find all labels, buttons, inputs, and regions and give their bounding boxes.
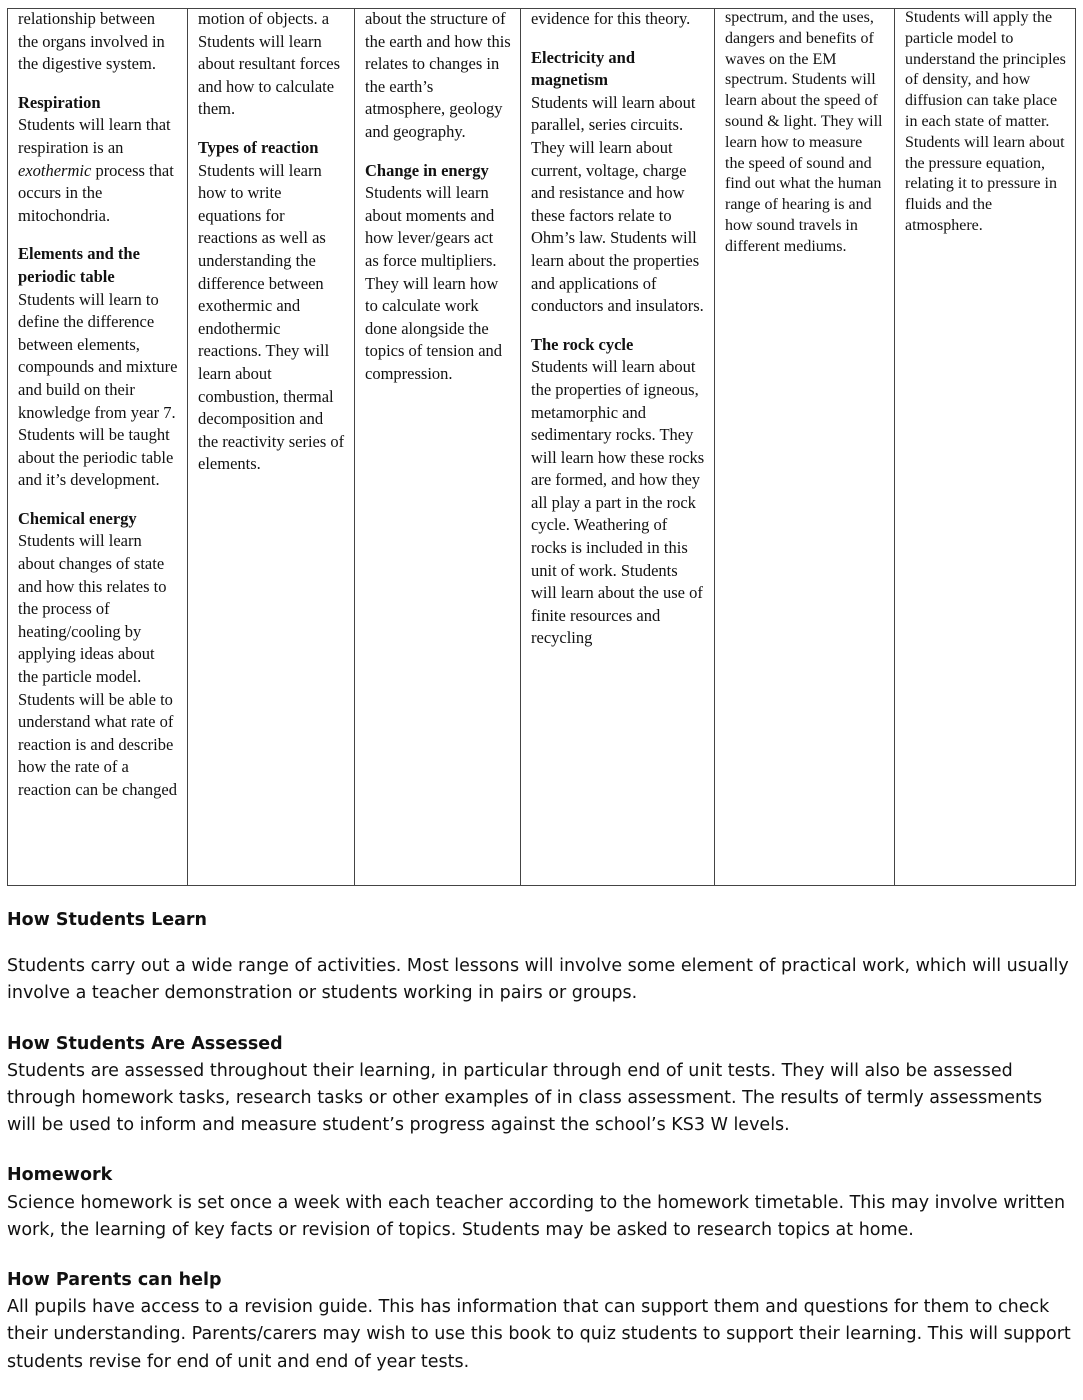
topic-block-respiration — [18, 92, 178, 228]
topic-text-part: process that occurs in the mitochondria. — [18, 160, 174, 225]
table-row — [8, 9, 1076, 886]
section-heading: Homework — [7, 1165, 113, 1186]
topic-block — [198, 9, 345, 121]
topic-title: Electricity and magnetism — [531, 47, 636, 90]
section-body: Students are assessed throughout their learning, in particular through end of unit tests. They will also be assessed through homework tasks, research tasks or other examples of in class assessment. The results of termly assessments will be used to inform and measure student’s progress against the school’s KS3 W levels. — [7, 1060, 1043, 1136]
section-how-parents-can-help — [7, 1267, 1073, 1376]
topic-title: Elements and the periodic table — [18, 244, 140, 286]
topic-block — [725, 9, 885, 258]
table-cell-col-2 — [188, 9, 355, 886]
topic-block — [531, 9, 705, 31]
notes-sections — [7, 907, 1073, 1399]
emphasis-text: exothermic — [18, 160, 92, 180]
topic-text: relationship between the organs involved in the digestive system. — [18, 9, 165, 74]
table-cell-col-1 — [8, 9, 188, 886]
section-body: Students carry out a wide range of activities. Most lessons will involve some element of practical work, which will usually involve a teacher demonstration or students working in pairs or groups. — [7, 956, 1069, 1004]
section-heading: How Students Learn — [7, 910, 208, 930]
topic-block — [18, 9, 178, 76]
topic-block-types-of-reaction — [198, 137, 345, 476]
topic-text: Students will learn about changes of state and how this relates to the process of heating/cooling by applying ideas about the particle model. Students will be able to understand what rate of reaction is and describe how the rate of a reaction can be changed — [18, 531, 177, 799]
section-heading: How Students Are Assessed — [7, 1033, 283, 1054]
topic-text: Students will apply the particle model to understand the principles of density, and how diffusion can take place in each state of matter. Students will learn about the pressure equation, relating it to pressure in fluids and the atmosphere. — [905, 9, 1066, 234]
section-heading: How Parents can help — [7, 1270, 222, 1291]
section-how-students-are-assessed — [7, 1031, 1073, 1140]
topic-block-chemical-energy — [18, 508, 178, 802]
table-cell-col-3 — [355, 9, 521, 886]
topic-text: about the structure of the earth and how this relates to changes in the earth’s atmosphere, geology and geography. — [365, 9, 511, 141]
topic-block-rock-cycle — [531, 334, 705, 650]
topic-block-electricity — [531, 47, 705, 318]
topic-text: Students will learn about moments and how lever/gears act as force multipliers. They will learn how to calculate work done alongside the topics of tension and compression. — [365, 183, 503, 383]
topic-text: Students will learn how to write equations for reactions as well as understanding the difference between exothermic and endothermic reactions. They will learn about combustion, thermal decomposition and the reactivity series of elements. — [198, 160, 345, 474]
topic-title: The rock cycle — [531, 334, 634, 354]
topic-block — [905, 9, 1066, 237]
topic-text: motion of objects. a Students will learn about resultant forces and how to calculate them. — [198, 9, 341, 119]
section-homework — [7, 1162, 1073, 1244]
topic-text-part: Students will learn that respiration is an — [18, 115, 171, 157]
topic-title: Respiration — [18, 92, 101, 112]
table-cell-col-4 — [521, 9, 715, 886]
curriculum-table — [7, 8, 1076, 886]
topic-block-elements — [18, 243, 178, 492]
section-how-students-learn — [7, 907, 1073, 1008]
topic-text: Students will learn to define the difference between elements, compounds and mixture and build on their knowledge from year 7. Students will be taught about the periodic table and it’s development. — [18, 289, 178, 490]
topic-title: Types of reaction — [198, 137, 319, 157]
topic-title: Chemical energy — [18, 508, 137, 528]
topic-text: Students will learn about the properties of igneous, metamorphic and sedimentary rocks. They will learn how these rocks are formed, and how they all play a part in the rock cycle. Weathering of rocks is included in this unit of work. Students will learn about the use of finite resources and recycling — [531, 357, 705, 648]
topic-block — [365, 9, 511, 144]
table-cell-col-6 — [895, 9, 1076, 886]
section-body: All pupils have access to a revision guide. This has information that can support them and questions for them to check their understanding. Parents/carers may wish to use this book to quiz students to support their learning. This will support students revise for end of unit and end of year tests. — [7, 1297, 1071, 1372]
section-body: Science homework is set once a week with each teacher according to the homework timetable. This may involve written work, the learning of key facts or revision of topics. Students may be asked to research topics at home. — [7, 1192, 1066, 1240]
topic-text — [18, 114, 178, 227]
topic-text: Students will learn about parallel, series circuits. They will learn about current, voltage, charge and resistance and how these factors relate to Ohm’s law. Students will learn about the properties and applications of conductors and insulators. — [531, 92, 704, 316]
table-cell-col-5 — [715, 9, 895, 886]
topic-text: evidence for this theory. — [531, 9, 691, 28]
topic-text: spectrum, and the uses, dangers and benefits of waves on the EM spectrum. Students will learn about the speed of sound & light. They will learn how to measure the speed of sound and find out what the human range of hearing is and how sound travels in different mediums. — [725, 9, 883, 255]
topic-title: Change in energy — [365, 160, 489, 180]
topic-block-change-in-energy — [365, 160, 511, 386]
